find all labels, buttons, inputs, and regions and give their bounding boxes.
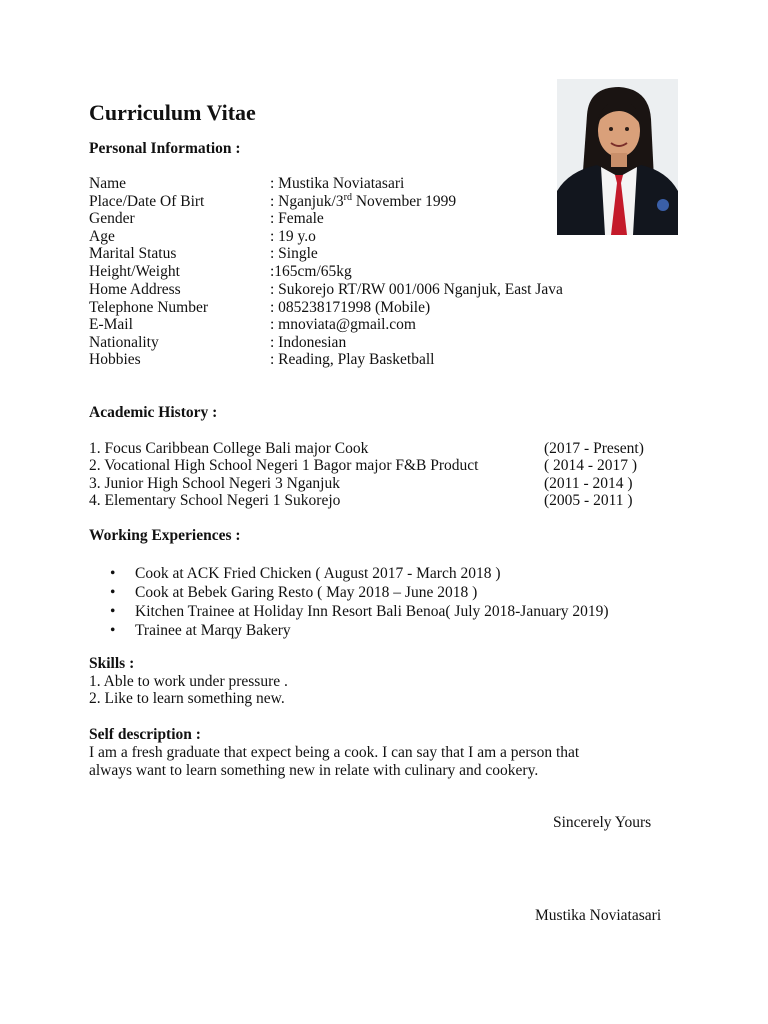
birth-value-text: : Nganjuk/3 <box>270 193 344 210</box>
skills-heading: Skills : <box>89 655 135 672</box>
closing-greeting: Sincerely Yours <box>553 814 652 831</box>
marital-status-value: : Single <box>270 245 318 262</box>
skill-item: 2. Like to learn something new. <box>89 690 285 707</box>
gender-value: : Female <box>270 210 324 227</box>
email-label: E-Mail <box>89 316 133 333</box>
academic-item: 4. Elementary School Negeri 1 Sukorejo <box>89 492 341 509</box>
age-value: : 19 y.o <box>270 228 316 245</box>
birth-value <box>270 193 456 211</box>
self-description-line: always want to learn something new in relate with culinary and cookery. <box>89 762 539 779</box>
birth-value-superscript: rd <box>343 191 352 203</box>
academic-item: 3. Junior High School Negeri 3 Nganjuk <box>89 475 340 492</box>
academic-item-period: ( 2014 - 2017 ) <box>544 457 637 474</box>
academic-item-period: (2017 - Present) <box>544 440 644 457</box>
birth-label: Place/Date Of Birt <box>89 193 205 210</box>
academic-history-heading: Academic History : <box>89 404 218 421</box>
name-label: Name <box>89 175 127 192</box>
gender-label: Gender <box>89 210 135 227</box>
working-experiences-heading: Working Experiences : <box>89 527 241 544</box>
personal-information-heading: Personal Information : <box>89 140 241 157</box>
height-weight-value: :165cm/65kg <box>270 263 352 280</box>
height-weight-label: Height/Weight <box>89 263 180 280</box>
age-label: Age <box>89 228 115 245</box>
email-value: : mnoviata@gmail.com <box>270 316 416 333</box>
experience-item: • Trainee at Marqy Bakery <box>110 621 609 640</box>
skill-item: 1. Able to work under pressure . <box>89 673 288 690</box>
working-experiences-list <box>110 564 609 640</box>
experience-item: • Kitchen Trainee at Holiday Inn Resort Bali Benoa( July 2018-January 2019) <box>110 602 609 621</box>
hobbies-label: Hobbies <box>89 351 141 368</box>
home-address-value: : Sukorejo RT/RW 001/006 Nganjuk, East Java <box>270 281 563 298</box>
academic-item-period: (2005 - 2011 ) <box>544 492 633 509</box>
profile-photo-image <box>557 79 678 235</box>
nationality-label: Nationality <box>89 334 159 351</box>
name-value: : Mustika Noviatasari <box>270 175 405 192</box>
telephone-label: Telephone Number <box>89 299 208 316</box>
experience-item: • Cook at ACK Fried Chicken ( August 2017 - March 2018 ) <box>110 564 609 583</box>
academic-item: 2. Vocational High School Negeri 1 Bagor major F&B Product <box>89 457 479 474</box>
self-description-line: I am a fresh graduate that expect being a cook. I can say that I am a person that <box>89 744 580 761</box>
marital-status-label: Marital Status <box>89 245 177 262</box>
birth-value-rest: November 1999 <box>351 193 457 210</box>
profile-photo <box>557 79 678 235</box>
nationality-value: : Indonesian <box>270 334 347 351</box>
hobbies-value: : Reading, Play Basketball <box>270 351 435 368</box>
telephone-value: : 085238171998 (Mobile) <box>270 299 431 316</box>
academic-item: 1. Focus Caribbean College Bali major Cook <box>89 440 369 457</box>
home-address-label: Home Address <box>89 281 181 298</box>
signature-name: Mustika Noviatasari <box>535 907 662 924</box>
experience-item: • Cook at Bebek Garing Resto ( May 2018 – June 2018 ) <box>110 583 609 602</box>
self-description-heading: Self description : <box>89 726 201 743</box>
academic-item-period: (2011 - 2014 ) <box>544 475 633 492</box>
document-title: Curriculum Vitae <box>89 100 256 125</box>
